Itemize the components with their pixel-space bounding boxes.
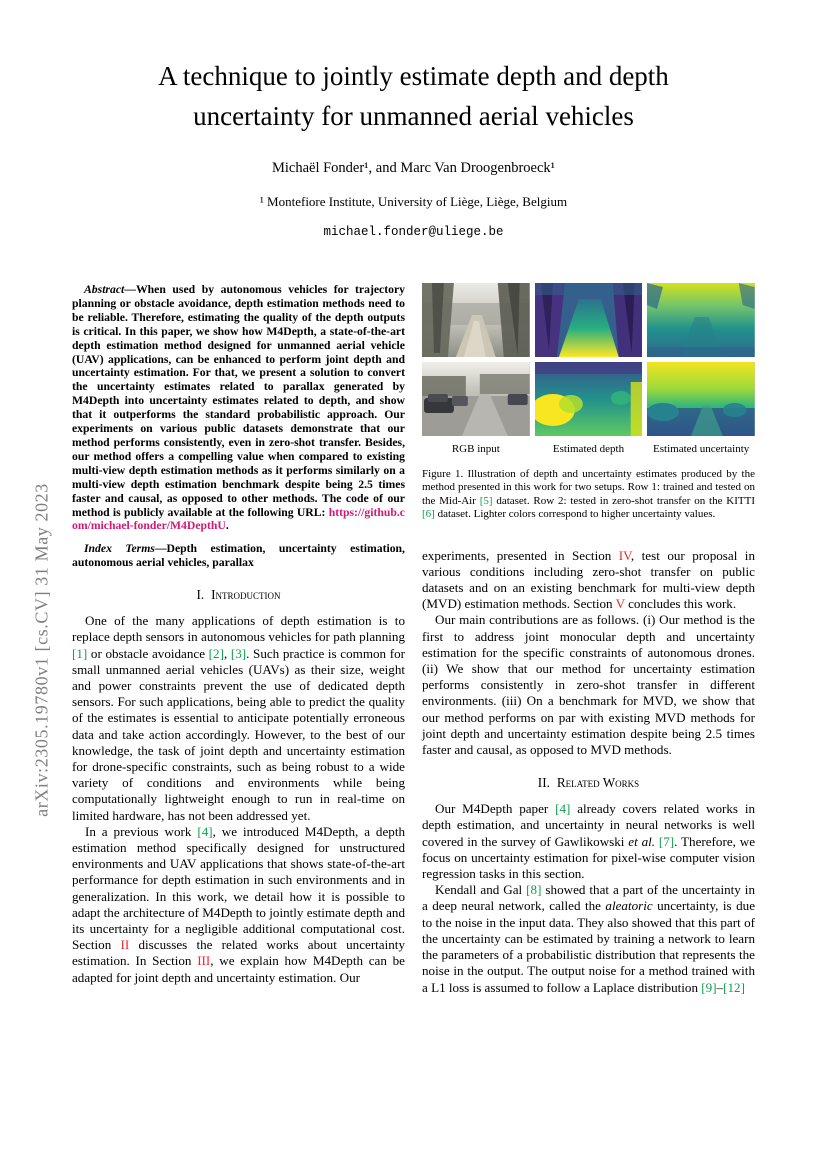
text-segment: Abstract <box>84 283 125 296</box>
paper-title-line1: A technique to jointly estimate depth and depth <box>158 61 669 91</box>
text-segment: Our M4Depth paper <box>435 801 556 817</box>
paper-title-line2: uncertainty for unmanned aerial vehicles <box>193 101 634 131</box>
text-segment: showed that a part of the uncertainty in a deep neural network, called the <box>422 882 755 914</box>
kitti-rgb-graphic <box>422 362 530 436</box>
text-segment: , we introduced M4Depth, a depth estimation method specifically designed for unstructured environments and UAV applications that shows state-of-the-art performance for depth estimation in such environments and in generalization. In this work, we detail how it is possible to adapt the architecture of M4Depth to jointly estimate depth and its uncertainty for a negligible additional computational cost. Section <box>72 823 405 953</box>
text-segment: dataset. Row 2: tested in zero-shot transfer on the KITTI <box>492 494 755 507</box>
text-segment: aleatoric <box>605 898 653 914</box>
text-segment: concludes this work. <box>624 596 737 612</box>
cite-link[interactable]: [2] <box>208 645 224 661</box>
text-segment: or obstacle avoidance <box>87 645 209 661</box>
text-segment: dataset. Lighter colors correspond to higher uncertainty values. <box>434 508 716 521</box>
abstract-paragraph <box>72 283 405 533</box>
cite-link[interactable]: [5] <box>479 494 493 507</box>
cite-link[interactable]: [4] <box>555 801 571 817</box>
text-segment: One of the many applications of depth estimation is to replace depth sensors in autonomous vehicles for path planning <box>72 613 405 645</box>
ref-link[interactable]: II <box>120 937 130 953</box>
text-segment: , test our proposal in various conditions including zero-shot transfer on public datasets and on an existing benchmark for multi-view depth (MVD) estimation methods. Section <box>422 547 755 612</box>
figure-column-labels <box>422 443 755 455</box>
affiliation-line: ¹ Montefiore Institute, University of Liège, Liège, Belgium <box>259 194 568 209</box>
paper-title <box>0 56 827 136</box>
figure-image-midair-uncertainty <box>647 283 755 357</box>
cite-link[interactable]: [6] <box>422 508 435 521</box>
cite-link[interactable]: [8] <box>526 882 542 898</box>
text-segment: – <box>716 979 724 995</box>
figure-image-kitti-depth <box>535 362 643 436</box>
related-works-paragraph-2 <box>422 882 755 995</box>
figure-label-estimated-depth: Estimated depth <box>552 443 625 455</box>
text-segment: et al. <box>628 833 656 849</box>
right-column <box>422 283 755 996</box>
section-title: Introduction <box>211 587 281 603</box>
figure-row-midair <box>422 283 755 357</box>
left-column <box>72 283 405 996</box>
email-line[interactable]: michael.fonder@uliege.be <box>323 225 504 239</box>
ref-link[interactable]: IV <box>618 547 631 563</box>
figure-label-estimated-uncertainty: Estimated uncertainty <box>653 443 750 455</box>
text-segment: experiments, presented in Section <box>422 547 619 563</box>
midair-depth-graphic <box>535 283 643 357</box>
text-segment: In a previous work <box>85 823 198 839</box>
section-number: I. <box>196 587 205 603</box>
text-segment: Kendall and Gal <box>435 882 527 898</box>
text-segment: , <box>223 645 231 661</box>
text-segment: . Such practice is common for small unmanned aerial vehicles (UAVs) as their size, weight and power constraints prevent the use of dedicated depth sensors. For such applications, being able to predict the quality of the estimates is essential to anticipate potentially erroneous data and take action accordingly. However, to the best of our knowledge, the task of joint depth and uncertainty estimation for drone-specific constraints, such as being robust to a wide variety of conditions and environments while being computationally lightweight enough to run in real-time on limited hardware, has not been addressed yet. <box>72 645 405 823</box>
text-segment: Figure 1. Illustration of depth and uncertainty estimates produced by the method presented in this work for two setups. Row 1: trained and tested on the Mid-Air <box>422 468 755 507</box>
url-link[interactable]: https://github.com/michael-fonder/M4DepthU <box>72 505 405 533</box>
cite-link[interactable]: [3] <box>230 645 247 661</box>
text-segment: —When used by autonomous vehicles for trajectory planning or obstacle avoidance, depth estimation methods need to be reliable. Therefore, estimating the quality of the depth outputs is critical. In this paper, we show how M4Depth, a state-of-the-art depth estimation method designed for unmanned aerial vehicle (UAV) applications, can be enhanced to perform joint depth and uncertainty estimation. For that, we present a solution to convert the uncertainty estimates related to parallax generated by M4Depth into uncertainty estimates related to depth, and show that it outperforms the standard probabilistic approach. Our experiments on various public datasets demonstrate that our method performs consistently, even in zero-shot transfer. Besides, our method offers a compelling value when compared to existing multi-view depth estimation methods as it performs similarly on a multi-view depth estimation benchmark despite being 2.5 times faster and causal, as opposed to other methods. The code of our method is publicly available at the following URL: <box>72 283 405 519</box>
related-works-paragraph-1 <box>422 801 755 882</box>
cite-link[interactable]: [7] <box>658 833 675 849</box>
text-segment: —Depth estimation, uncertainty estimation, autonomous aerial vehicles, parallax <box>72 542 405 570</box>
section-heading-related-works <box>422 775 755 791</box>
text-segment: . <box>225 519 229 533</box>
text-segment: Our main contributions are as follows. (i) Our method is the first to address joint monocular depth and uncertainty estimation for the specific constraints of autonomous drones. (ii) We show that our method for uncertainty estimation performs consistently in zero-shot transfer in different environments. (iii) On a benchmark for MVD, we show that our method performs on par with existing MVD methods for joint depth and uncertainty estimation despite being 2.5 times faster and causal, as opposed to MVD methods. <box>422 612 755 758</box>
two-column-body <box>72 283 755 996</box>
cite-link[interactable]: [1] <box>72 645 88 661</box>
cite-link[interactable]: [4] <box>197 823 213 839</box>
intro-paragraph-2 <box>72 824 405 986</box>
figure-image-midair-rgb <box>422 283 530 357</box>
figure-row-kitti <box>422 362 755 436</box>
section-number: II. <box>537 775 550 791</box>
text-segment: Index Terms <box>84 542 155 556</box>
continuation-paragraph-1 <box>422 548 755 613</box>
arxiv-watermark: arXiv:2305.19780v1 [cs.CV] 31 May 2023 <box>31 483 52 817</box>
text-segment: uncertainty, is due to the noise in the input data. They also showed that this part of the uncertainty can be estimated by training a network to learn the parameters of a probabilistic distribution that represents the noise in the output. The output noise for a method trained with a L1 loss is assumed to follow a Laplace distribution <box>422 898 756 995</box>
midair-uncertainty-graphic <box>647 283 755 357</box>
figure-caption <box>422 468 755 522</box>
figure-image-midair-depth <box>535 283 643 357</box>
text-segment: , we explain how M4Depth can be adapted for joint depth and uncertainty estimation. Our <box>72 953 405 985</box>
ref-link[interactable]: V <box>615 596 625 612</box>
figure-label-rgb-input: RGB input <box>451 443 500 455</box>
cite-link[interactable]: [9] <box>701 979 717 995</box>
figure-1 <box>422 283 755 522</box>
text-segment: discusses the related works about uncertainty estimation. In Section <box>72 937 405 969</box>
kitti-uncertainty-graphic <box>647 362 755 436</box>
contributions-paragraph <box>422 612 755 758</box>
ref-link[interactable]: III <box>197 953 211 969</box>
paper-header <box>0 56 827 239</box>
kitti-depth-graphic <box>535 362 643 436</box>
cite-link[interactable]: [12] <box>723 979 745 995</box>
figure-image-kitti-uncertainty <box>647 362 755 436</box>
index-terms <box>72 542 405 570</box>
section-title: Related Works <box>556 775 640 791</box>
text-segment: already covers related works in depth estimation, and uncertainty in neural networks is well covered in the survey of Gawlikowski <box>422 801 756 849</box>
midair-rgb-graphic <box>422 283 530 357</box>
section-heading-introduction <box>72 587 405 603</box>
text-segment: . Therefore, we focus on uncertainty estimation for pixel-wise computer vision regression tasks in this section. <box>422 833 756 882</box>
intro-paragraph-1 <box>72 613 405 824</box>
figure-image-kitti-rgb <box>422 362 530 436</box>
authors-line: Michaël Fonder¹, and Marc Van Droogenbroeck¹ <box>271 160 556 176</box>
